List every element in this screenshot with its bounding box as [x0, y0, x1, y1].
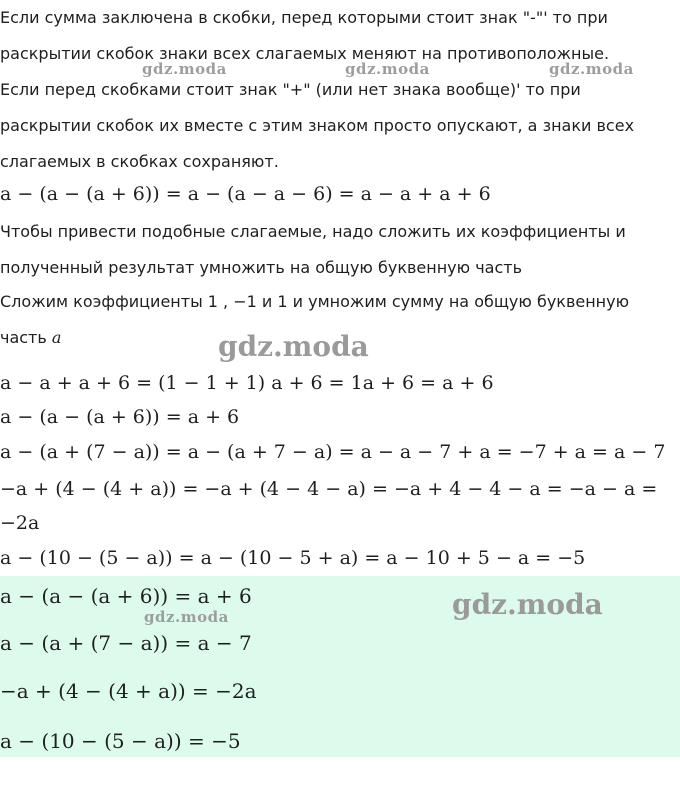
answer-2: a − (a + (7 − a)) = a − 7 — [0, 631, 252, 655]
watermark-large-2: gdz.moda — [452, 588, 603, 621]
watermark-small-2: gdz.moda — [345, 60, 430, 78]
work-line-3: a − (a + (7 − a)) = a − (a + 7 − a) = a − a − 7 + a = −7 + a = a − 7 — [0, 441, 666, 463]
work-line-6: a − (10 − (5 − a)) = a − (10 − 5 + a) = a − 10 + 5 − a = −5 — [0, 547, 586, 569]
answer-3: −a + (4 − (4 + a)) = −2a — [0, 679, 257, 703]
answer-1: a − (a − (a + 6)) = a + 6 — [0, 584, 252, 608]
similar-line-4 — [0, 327, 61, 349]
work-line-2: a − (a − (a + 6)) = a + 6 — [0, 406, 240, 428]
answer-4: a − (10 − (5 − a)) = −5 — [0, 729, 241, 753]
watermark-small-3: gdz.moda — [549, 60, 634, 78]
similar-line-1: Чтобы привести подобные слагаемые, надо сложить их коэффициенты и — [0, 222, 626, 241]
rule-line-4: раскрытии скобок их вместе с этим знаком просто опускают, а знаки всех — [0, 116, 635, 135]
similar-line-2: полученный результат умножить на общую буквенную часть — [0, 258, 523, 277]
work-line-5: −2a — [0, 512, 40, 534]
rule-line-1: Если сумма заключена в скобки, перед которыми стоит знак "-"' то при — [0, 8, 608, 27]
watermark-large-1: gdz.moda — [218, 330, 369, 363]
work-line-1: a − a + a + 6 = (1 − 1 + 1) a + 6 = 1a + 6 = a + 6 — [0, 372, 494, 394]
example-expansion: a − (a − (a + 6)) = a − (a − a − 6) = a − a + a + 6 — [0, 183, 491, 205]
rule-line-2: раскрытии скобок знаки всех слагаемых меняют на противоположные. — [0, 44, 610, 63]
similar-line-3: Сложим коэффициенты 1 , −1 и 1 и умножим сумму на общую буквенную — [0, 292, 630, 311]
watermark-small-1: gdz.moda — [142, 60, 227, 78]
similar-line-4-var: a — [51, 328, 62, 347]
rule-line-5: слагаемых в скобках сохраняют. — [0, 152, 279, 171]
rule-line-3: Если перед скобками стоит знак "+" (или нет знака вообще)' то при — [0, 80, 581, 99]
similar-line-4-prefix: часть — [0, 328, 47, 347]
work-line-4: −a + (4 − (4 + a)) = −a + (4 − 4 − a) = −a + 4 − 4 − a = −a − a = — [0, 478, 658, 500]
watermark-small-4: gdz.moda — [144, 608, 229, 626]
